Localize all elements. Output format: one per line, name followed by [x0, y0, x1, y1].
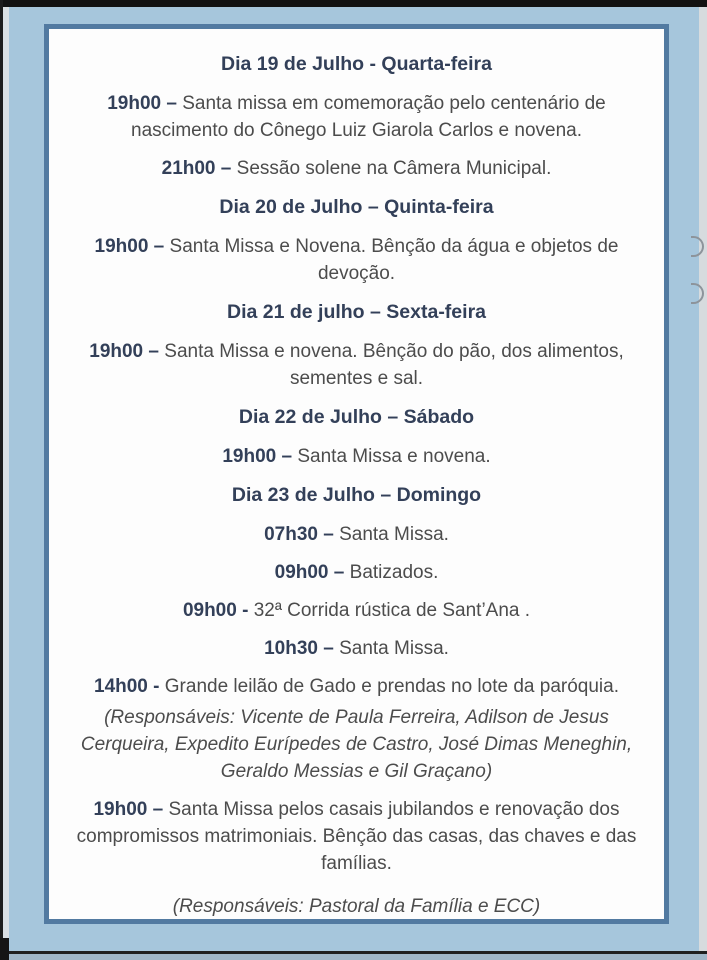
responsibles-note: (Responsáveis: Pastoral da Família e ECC) [172, 896, 541, 917]
event-time: 10h30 – [264, 638, 334, 659]
event-line [61, 796, 652, 877]
event-line [61, 559, 652, 586]
event-desc: Santa Missa pelos casais jubilandos e renovação dos compromissos matrimoniais. Bênção das casas, das chaves e das famílias. [76, 799, 637, 874]
event-desc: Santa Missa e novena. Bênção do pão, dos alimentos, sementes e sal. [164, 341, 624, 389]
event-desc: Grande leilão de Gado e prendas no lote da paróquia. [164, 676, 619, 697]
event-time: 19h00 – [222, 446, 293, 467]
event-desc: Sessão solene na Câmera Municipal. [236, 158, 552, 179]
event-desc: 32ª Corrida rústica de Sant’Ana . [253, 600, 531, 621]
scan-edge-top [0, 0, 707, 7]
event-time: 07h30 – [264, 524, 334, 545]
event-line [61, 673, 652, 700]
event-time: 14h00 - [94, 676, 160, 697]
event-time: 09h00 – [274, 562, 345, 583]
scan-corner-mark [0, 938, 9, 960]
event-line [61, 443, 652, 470]
day-heading: Dia 23 de Julho – Domingo [231, 484, 482, 506]
event-line [61, 155, 652, 182]
event-time: 19h00 – [93, 799, 164, 820]
page-frame [44, 24, 669, 924]
event-desc: Santa Missa e Novena. Bênção da água e objetos de devoção. [169, 236, 619, 284]
event-line [61, 338, 652, 392]
scan-edge-bottom [0, 954, 707, 960]
event-desc: Santa Missa. [339, 524, 449, 545]
event-line [61, 597, 652, 624]
scan-edge-left-highlight [3, 7, 9, 954]
day-heading: Dia 21 de julho – Sexta-feira [226, 301, 486, 323]
event-desc: Santa missa em comemoração pelo centenário de nascimento do Cônego Luiz Giarola Carlos e novena. [131, 93, 606, 141]
event-line [61, 90, 652, 144]
event-time: 19h00 – [94, 236, 165, 257]
event-desc: Santa Missa e novena. [297, 446, 491, 467]
event-time: 19h00 – [89, 341, 159, 362]
day-heading: Dia 20 de Julho – Quinta-feira [219, 196, 494, 218]
day-heading: Dia 19 de Julho - Quarta-feira [221, 53, 492, 75]
event-time: 21h00 – [161, 158, 232, 179]
event-desc: Santa Missa. [339, 638, 449, 659]
scan-edge-right [699, 7, 707, 954]
schedule-content [49, 29, 664, 919]
day-heading: Dia 22 de Julho – Sábado [238, 406, 475, 428]
event-time: 09h00 - [182, 600, 249, 621]
responsibles-note: (Responsáveis: Vicente de Paula Ferreira, Adilson de Jesus Cerqueira, Expedito Eurípedes de Castro, José Dimas Meneghin, Geraldo Messias e Gil Graçano) [80, 707, 633, 782]
event-line [61, 635, 652, 662]
event-time: 19h00 – [107, 93, 177, 114]
event-line [61, 521, 652, 548]
event-line [61, 233, 652, 287]
event-desc: Batizados. [349, 562, 439, 583]
